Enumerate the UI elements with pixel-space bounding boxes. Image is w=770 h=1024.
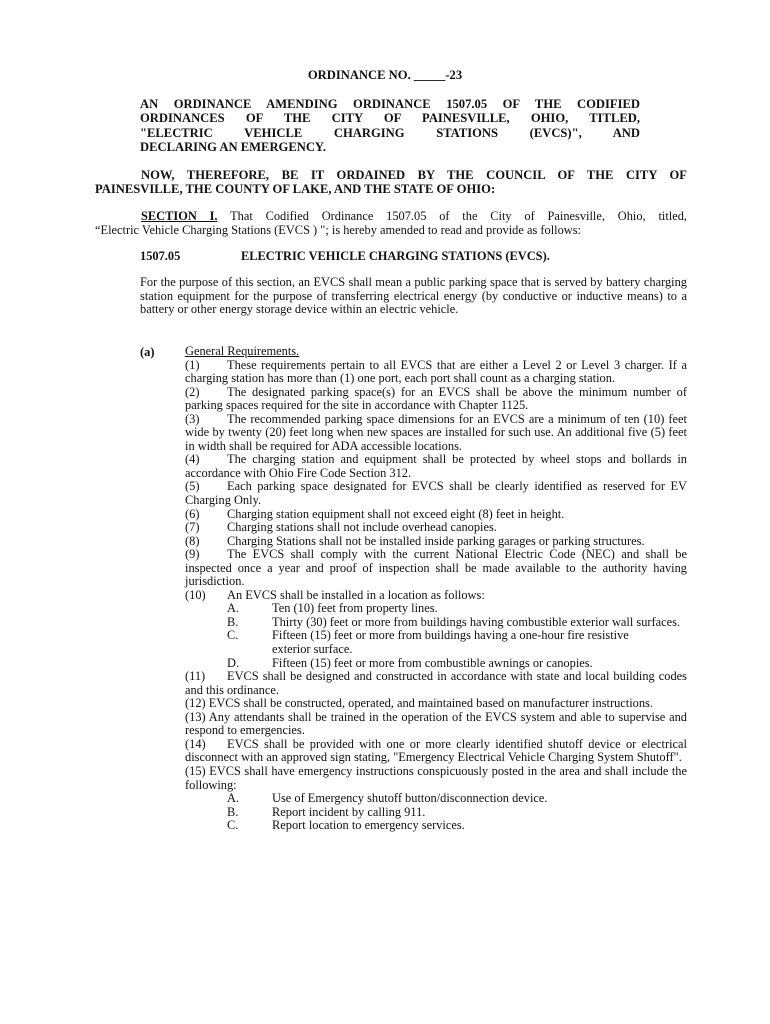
section-text: That Codified Ordinance 1507.05 of the City of Painesville, Ohio, titled, bbox=[217, 209, 688, 223]
list-item: (6) Charging station equipment shall not exceed eight (8) feet in height. bbox=[185, 506, 565, 521]
section-line bbox=[95, 209, 687, 223]
list-item: (4) The charging station and equipment shall be protected by wheel stops and bollards in accordance with Ohio Fire Code Section 312. bbox=[185, 452, 687, 480]
list-item: (13) Any attendants shall be trained in the operation of the EVCS system and able to supervise and respond to emergencies. bbox=[185, 709, 687, 738]
list-item: (7) Charging stations shall not include overhead canopies. bbox=[185, 520, 497, 535]
ordain-line: NOW, THEREFORE, BE IT ORDAINED BY THE COUNCIL OF THE CITY OF bbox=[141, 168, 687, 182]
sub-item: A. Use of Emergency shutoff button/disconnection device. bbox=[227, 791, 548, 806]
sub-item: B. Thirty (30) feet or more from buildings having combustible exterior wall surfaces. bbox=[227, 614, 681, 629]
section-line: “Electric Vehicle Charging Stations (EVCS ) "; is hereby amended to read and provide as follows: bbox=[95, 223, 581, 237]
list-item: (9) The EVCS shall comply with the current National Electric Code (NEC) and shall be inspected once a year and proof of inspection shall be made available to the authority having jurisdiction. bbox=[185, 547, 687, 589]
sub-item: C. Fifteen (15) feet or more from buildings having a one-hour fire resistive exterior surface. bbox=[227, 628, 629, 657]
sub-item: D. Fifteen (15) feet or more from combustible awnings or canopies. bbox=[227, 655, 593, 670]
ordinance-heading bbox=[140, 97, 640, 155]
section-one bbox=[95, 209, 687, 237]
subsection-title: General Requirements. bbox=[185, 344, 300, 358]
list-item: (10) An EVCS shall be installed in a location as follows: bbox=[185, 587, 485, 602]
heading-line: ORDINANCES OF THE CITY OF PAINESVILLE, OHIO, TITLED, bbox=[140, 111, 640, 126]
list-item: (8) Charging Stations shall not be installed inside parking garages or parking structures. bbox=[185, 533, 645, 548]
list-item: (12) EVCS shall be constructed, operated, and maintained based on manufacturer instructions. bbox=[185, 696, 653, 711]
section-label: SECTION I. bbox=[141, 209, 218, 223]
list-item: (14) EVCS shall be provided with one or more clearly identified shutoff device or electrical disconnect with an approved sign stating, "Emergency Electrical Vehicle Charging System Shutoff". bbox=[185, 736, 687, 765]
list-item: (1) These requirements pertain to all EVCS that are either a Level 2 or Level 3 charger. If a charging station has more than (1) one port, each port shall count as a charging station. bbox=[185, 357, 687, 386]
list-item: (11) EVCS shall be designed and constructed in accordance with state and local building codes and this ordinance. bbox=[185, 669, 687, 697]
subsection-a-body bbox=[185, 345, 687, 833]
list-item: (15) EVCS shall have emergency instructions conspicuously posted in the area and shall include the following: bbox=[185, 763, 687, 792]
sub-item: C. Report location to emergency services. bbox=[227, 818, 465, 833]
ordaining-clause bbox=[95, 168, 687, 197]
list-item: (3) The recommended parking space dimensions for an EVCS are a minimum of ten (10) feet wide by twenty (20) feet long when new spaces are installed for such use. An additional five (5) feet in width shall be required for ADA accessible locations. bbox=[185, 411, 687, 453]
code-name: ELECTRIC VEHICLE CHARGING STATIONS (EVCS). bbox=[241, 249, 550, 263]
heading-line: AN ORDINANCE AMENDING ORDINANCE 1507.05 OF THE CODIFIED bbox=[140, 97, 640, 111]
sub-item: A. Ten (10) feet from property lines. bbox=[227, 601, 438, 616]
list-item: (2) The designated parking space(s) for an EVCS shall be above the minimum number of parking spaces required for the site in accordance with Chapter 1125. bbox=[185, 384, 687, 413]
code-number: 1507.05 bbox=[140, 249, 181, 263]
ordain-line: PAINESVILLE, THE COUNTY OF LAKE, AND THE STATE OF OHIO: bbox=[95, 182, 496, 197]
purpose-paragraph: For the purpose of this section, an EVCS shall mean a public parking space that is served by battery charging station equipment for the purpose of transferring electrical energy (by conductive or inductive means) to a battery or other energy storage device within an electric vehicle. bbox=[140, 275, 687, 317]
ordinance-title: ORDINANCE NO. _____-23 bbox=[307, 68, 463, 82]
heading-line: DECLARING AN EMERGENCY. bbox=[140, 140, 327, 155]
list-item: (5) Each parking space designated for EVCS shall be clearly identified as reserved for EV Charging Only. bbox=[185, 479, 687, 508]
subsection-label: (a) bbox=[140, 345, 155, 359]
sub-item: B. Report incident by calling 911. bbox=[227, 804, 426, 819]
heading-line: "ELECTRIC VEHICLE CHARGING STATIONS (EVCS)", AND bbox=[140, 125, 640, 140]
